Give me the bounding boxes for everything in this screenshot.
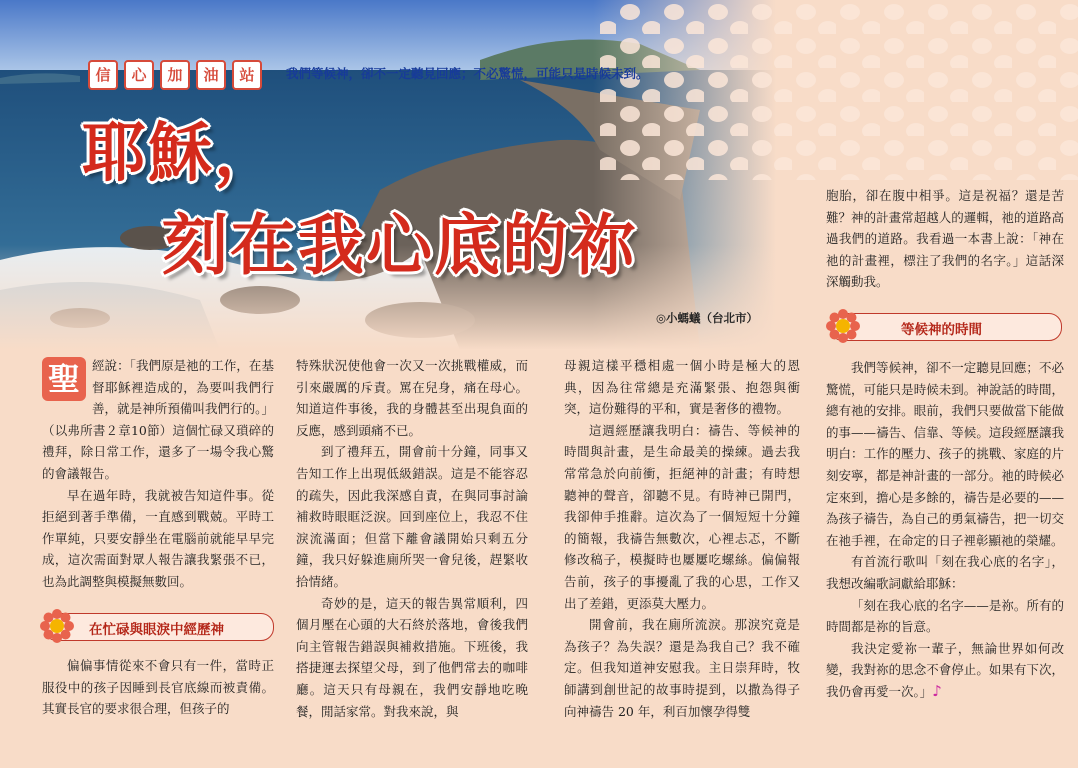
column-badge: 心 [124, 60, 154, 90]
tagline: 我們等候神，卻不一定聽見回應；不必驚慌，可能只是時候未到。 [286, 66, 649, 81]
article-paragraph: 開會前，我在廁所流淚。那淚究竟是為孩子？為失誤？還是為我自己？我不確定。但我知道神安慰我。主日崇拜時，牧師講到創世記的故事時提到，以撒為得子向神禱告 20 年，利百加懷孕得雙 [564, 617, 800, 719]
article-paragraph: 胞胎，卻在腹中相爭。這是祝福？還是苦難？神的計畫常超越人的邏輯，祂的道路高過我們的道路。我看過一本書上說：「神在祂的計畫裡，標注了我們的名字。」這話深深觸動我。 [826, 188, 1064, 290]
section-heading-2: 等候神的時間 [830, 313, 1062, 341]
article-paragraph: 有首流行歌叫「刻在我心底的名字」，我想改編歌詞獻給耶穌： [826, 554, 1064, 591]
section-heading-1: 在忙碌與眼淚中經歷神 [44, 613, 274, 641]
column-badge: 加 [160, 60, 190, 90]
music-note-icon: ♪ [932, 681, 942, 700]
article-paragraph: 這週經歷讓我明白：禱告、等候神的時間與計畫，是生命最美的操練。過去我常常急於向前衝，拒絕神的計畫；有時想聽神的聲音，卻聽不見。有時神已開門，我卻伸手推辭。這次為了一個短短十分鐘的簡報，我禱告無數次，心裡忐忑，不斷修改稿子，模擬時也屢屢吃螺絲。偏偏報告前，孩子的事擾亂了我的心思，工作又出了差錯，更添莫大壓力。 [564, 422, 800, 611]
drop-cap: 聖 [42, 357, 86, 401]
article-column-1-continued [42, 655, 274, 720]
article-column-4-top [826, 185, 1064, 293]
column-badge: 站 [232, 60, 262, 90]
article-paragraph: 到了禮拜五，開會前十分鐘，同事又告知工作上出現低級錯誤。這是不能容忍的疏失，因此我深感自責，在與同事討論補救時眼眶泛淚。回到座位上，我忍不住淚流滿面；但當下離會議開始只剩五分鐘，我只好躲進廁所哭一會兒後，趕緊收拾情緒。 [296, 444, 528, 589]
article-column-4 [826, 357, 1064, 703]
article-column-2 [296, 355, 528, 722]
article-paragraph: 我決定愛祢一輩子，無論世界如何改變，我對祢的思念不會停止。如果有下次，我仍會再愛一次。」♪ [826, 640, 1064, 700]
article-column-3 [564, 355, 800, 722]
column-badge: 油 [196, 60, 226, 90]
author-byline: ◎小螞蟻（台北市） [656, 311, 759, 325]
flower-icon [825, 308, 861, 344]
article-paragraph: 特殊狀況使他會一次又一次挑戰權威，而引來嚴厲的斥責。罵在兒身，痛在母心。知道這件事後，我的身體甚至出現負面的反應，感到頭痛不已。 [296, 358, 528, 438]
article-column-1 [42, 355, 274, 593]
article-paragraph: 「刻在我心底的名字——是祢。所有的時間都是祢的旨意。 [826, 597, 1064, 635]
title-line-2: 刻在我心底的祢 [162, 207, 638, 284]
article-paragraph: 奇妙的是，這天的報告異常順利，四個月壓在心頭的大石終於落地，會後我們向主管報告錯誤與補救措施。下班後，我搭捷運去探望父母，到了他們常去的咖啡廳。這天只有母親在，我們安靜地吃晚餐，閒話家常。對我來說，與 [296, 595, 528, 719]
article-paragraph: 聖 經說：「我們原是祂的工作，在基督耶穌裡造成的，為要叫我們行善，就是神所預備叫我們行的。」（以弗所書２章10節）這個忙碌又瑣碎的禮拜，除日常工作，還多了一場令我心驚的會議報告。 [42, 358, 274, 481]
article-paragraph: 我們等候神，卻不一定聽見回應；不必驚慌，可能只是時候未到。神說話的時間，總有祂的安排。眼前，我們只要做當下能做的事——禱告、信靠、等候。這段經歷讓我明白：工作的壓力、孩子的挑戰、家庭的片刻安寧，都是神計畫的一部分。祂的時候必定來到，擔心是多餘的，禱告是必要的——為孩子禱告，為自己的勇氣禱告，把一切交在祂手裡，在命定的日子裡彰顯祂的榮耀。 [826, 360, 1064, 548]
column-badge: 信 [88, 60, 118, 90]
title-line-1: 耶穌， [82, 117, 280, 191]
article-paragraph: 偏偏事情從來不會只有一件，當時正服役中的孩子因睡到長官底線而被責備。其實長官的要求很合理，但孩子的 [42, 658, 274, 717]
article-paragraph: 母親這樣平穩相處一個小時是極大的恩典，因為往常總是充滿緊張、抱怨與衝突，這份難得的平和，實是奢侈的禮物。 [564, 358, 800, 417]
flower-icon [39, 608, 75, 644]
article-paragraph: 早在過年時，我就被告知這件事。從拒絕到著手準備，一直感到戰兢。平時工作單純，只要安靜坐在電腦前就能早早完成，這次需面對眾人報告讓我緊張不已，也為此調整與模擬無數回。 [42, 487, 274, 589]
